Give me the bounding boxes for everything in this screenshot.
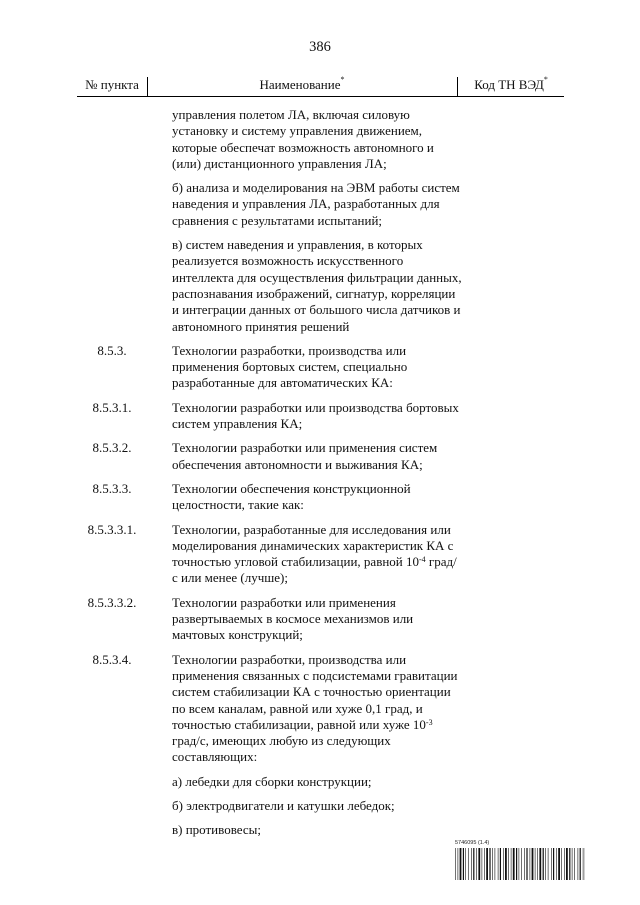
item-number: 8.5.3.3. — [92, 480, 132, 496]
header-col-code-label: Код ТН ВЭД — [474, 77, 544, 92]
table-row — [77, 237, 564, 335]
page-number: 386 — [309, 39, 331, 55]
item-text: Технологии разработки или применения развертываемых в космосе механизмов или мачтовых конструкций; — [172, 594, 414, 643]
table-row — [77, 652, 564, 766]
item-text: в) противовесы; — [172, 822, 261, 838]
item-text: Технологии разработки или применения систем обеспечения автономности и выживания КА; — [172, 440, 438, 472]
table-row — [77, 440, 564, 473]
header-col-number-label: № пункта — [85, 77, 139, 92]
item-text: Технологии разработки или производства бортовых систем управления КА; — [172, 399, 459, 432]
header-col-name-label: Наименование — [259, 77, 341, 92]
document-body — [77, 107, 564, 847]
table-row — [77, 343, 564, 392]
item-text: в) систем наведения и управления, в которых реализуется возможность искусственного интеллекта для осуществления фильтрации данных, распознавания изображений, сигнатур, корреляции и интеграции данных от большого числа датчиков и автономного принятия решений — [172, 237, 462, 334]
table-row — [77, 180, 564, 229]
table-row — [77, 481, 564, 514]
footnote-marker: * — [543, 75, 548, 84]
item-text-part: град/с или менее (лучше); — [172, 554, 457, 586]
table-row — [77, 595, 564, 644]
item-text: Технологии обеспечения конструкционной целостности, такие как: — [172, 480, 411, 513]
item-text-part: Технологии, разработанные для исследования или моделирования динамических характеристик КА с точностью угловой стабилизации, равной 10 — [172, 521, 454, 570]
header-col-code — [458, 77, 564, 93]
header-col-number — [77, 77, 147, 93]
exponent: -3 — [425, 717, 433, 727]
item-text: Технологии разработки, производства или применения бортовых систем, специально разработанные для автоматических КА: — [172, 342, 408, 391]
item-text-part: град/с, имеющих любую из следующих составляющих: — [172, 733, 391, 765]
table-row — [77, 107, 564, 172]
item-number: 8.5.3. — [97, 342, 127, 358]
table-row — [77, 798, 564, 814]
table-row — [77, 522, 564, 587]
item-number: 8.5.3.3.1. — [87, 521, 137, 537]
item-text: б) электродвигатели и катушки лебедок; — [172, 797, 395, 813]
header-col-name — [148, 77, 456, 93]
header-rule — [77, 96, 564, 97]
item-number: 8.5.3.3.2. — [87, 594, 137, 610]
item-number: 8.5.3.1. — [92, 399, 132, 415]
table-row — [77, 774, 564, 790]
exponent: -4 — [419, 555, 426, 565]
item-text — [172, 522, 462, 587]
barcode-icon — [455, 848, 585, 880]
item-text: управления полетом ЛА, включая силовую установку и систему управления движением, которые обеспечат возможность автономного и (или) дистанционного управления ЛА; — [172, 107, 434, 171]
footnote-marker: * — [340, 75, 345, 84]
footer-stamp — [455, 840, 585, 880]
item-text-part: Технологии разработки, производства или применения связанных с подсистемами гравитации систем стабилизации КА с точностью ориентации по всем каналам, равной или хуже 0,1 град, и точностью стабилизации, равной или хуже 10 — [172, 651, 458, 732]
table-row — [77, 822, 564, 838]
item-text: а) лебедки для сборки конструкции; — [172, 773, 372, 789]
table-row — [77, 400, 564, 433]
item-text: б) анализа и моделирования на ЭВМ работы систем наведения и управления ЛА, разработанных для сравнения с результатами испытаний; — [172, 180, 460, 228]
item-text — [172, 652, 462, 766]
document-code: 5746095 (1.4) — [455, 840, 490, 846]
item-number: 8.5.3.4. — [92, 651, 132, 667]
table-header — [77, 77, 564, 96]
item-number: 8.5.3.2. — [92, 440, 132, 456]
